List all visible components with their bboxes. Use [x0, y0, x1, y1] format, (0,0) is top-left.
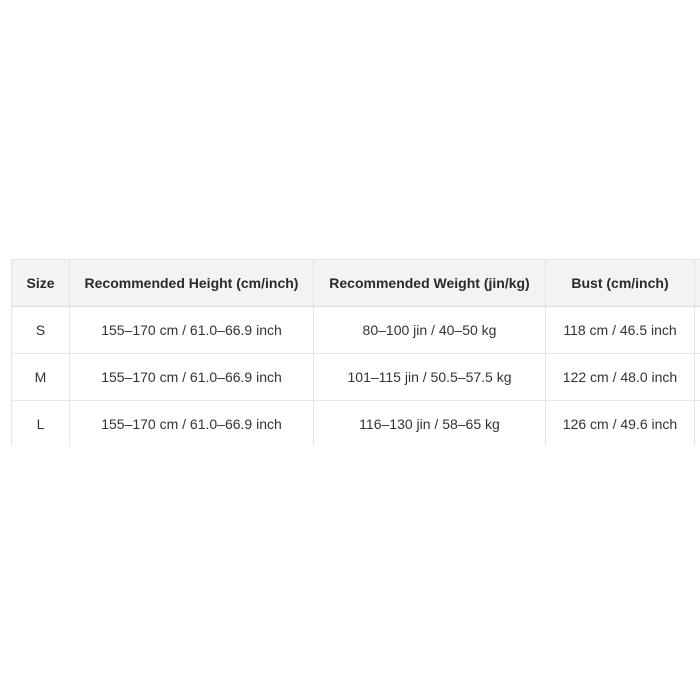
size-chart-container	[11, 259, 700, 446]
cell-bust: 126 cm / 49.6 inch	[546, 401, 695, 447]
table-row	[12, 401, 700, 447]
cell-size: L	[12, 401, 70, 447]
size-chart-table	[11, 259, 700, 446]
table-header	[12, 260, 700, 307]
header-cropped-column	[695, 260, 700, 307]
header-recommended-weight: Recommended Weight (jin/kg)	[314, 260, 546, 307]
cell-cropped	[695, 307, 700, 354]
table-row	[12, 307, 700, 354]
cell-cropped	[695, 354, 700, 401]
cell-bust: 118 cm / 46.5 inch	[546, 307, 695, 354]
cell-weight: 80–100 jin / 40–50 kg	[314, 307, 546, 354]
table-row	[12, 354, 700, 401]
header-size: Size	[12, 260, 70, 307]
cell-bust: 122 cm / 48.0 inch	[546, 354, 695, 401]
cell-weight: 116–130 jin / 58–65 kg	[314, 401, 546, 447]
cell-height: 155–170 cm / 61.0–66.9 inch	[70, 401, 314, 447]
cell-height: 155–170 cm / 61.0–66.9 inch	[70, 354, 314, 401]
cell-height: 155–170 cm / 61.0–66.9 inch	[70, 307, 314, 354]
cell-weight: 101–115 jin / 50.5–57.5 kg	[314, 354, 546, 401]
header-row	[12, 260, 700, 307]
cell-cropped	[695, 401, 700, 447]
cell-size: M	[12, 354, 70, 401]
header-bust: Bust (cm/inch)	[546, 260, 695, 307]
cell-size: S	[12, 307, 70, 354]
header-recommended-height: Recommended Height (cm/inch)	[70, 260, 314, 307]
table-body	[12, 307, 700, 447]
